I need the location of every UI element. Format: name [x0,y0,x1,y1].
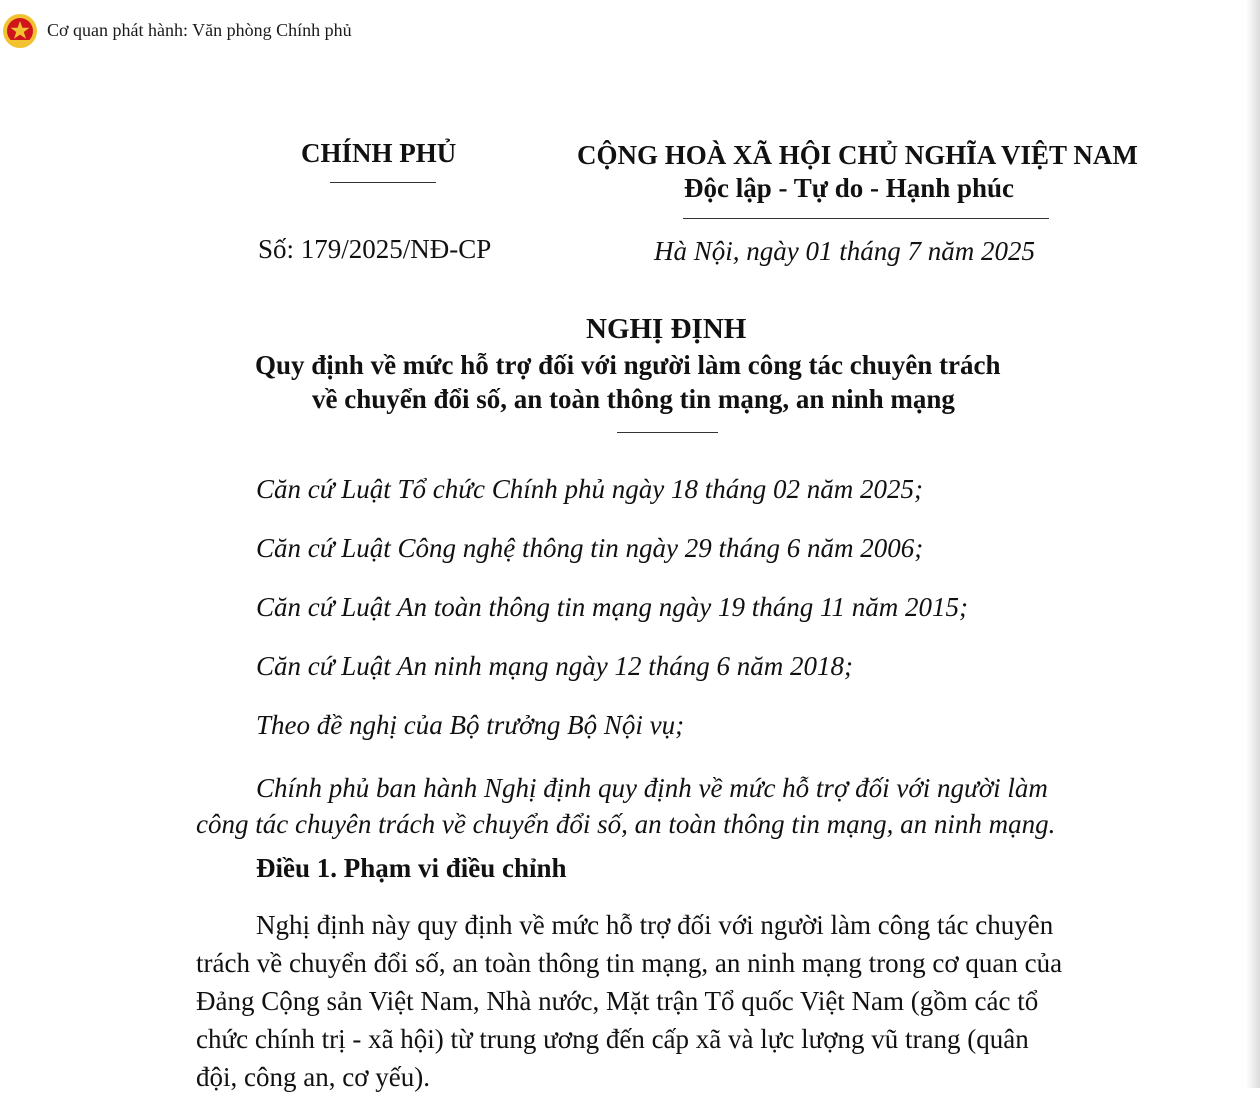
legal-basis-2: Căn cứ Luật Công nghệ thông tin ngày 29 tháng 6 năm 2006; [256,533,924,563]
issuing-agency-label: Cơ quan phát hành: Văn phòng Chính phủ [47,20,352,40]
article-1-line-5: đội, công an, cơ yếu). [196,1062,430,1092]
proposal-basis: Theo đề nghị của Bộ trưởng Bộ Nội vụ; [256,710,685,740]
article-1-line-4: chức chính trị - xã hội) từ trung ương đến cấp xã và lực lượng vũ trang (quân [196,1024,1029,1054]
decree-document [0,60,1246,1092]
enactment-line-2: công tác chuyên trách về chuyển đổi số, an toàn thông tin mạng, an ninh mạng. [196,809,1056,839]
legal-basis-3: Căn cứ Luật An toàn thông tin mạng ngày 19 tháng 11 năm 2015; [256,592,968,622]
subject-underline [617,432,718,433]
legal-basis-4: Căn cứ Luật An ninh mạng ngày 12 tháng 6 năm 2018; [256,651,853,681]
legal-basis-1: Căn cứ Luật Tổ chức Chính phủ ngày 18 tháng 02 năm 2025; [256,474,923,504]
article-1-line-1: Nghị định này quy định về mức hỗ trợ đối với người làm công tác chuyên [256,910,1054,940]
enactment-line-1: Chính phủ ban hành Nghị định quy định về mức hỗ trợ đối với người làm [256,773,1048,803]
document-type: NGHỊ ĐỊNH [586,313,747,345]
issuer-bar [0,0,1260,60]
issuer-underline [330,182,436,183]
motto-underline [683,218,1049,219]
issuer-name: CHÍNH PHỦ [301,138,457,168]
document-number: Số: 179/2025/NĐ-CP [258,234,492,264]
vietnam-national-emblem-icon [0,13,40,49]
article-1-line-3: Đảng Cộng sản Việt Nam, Nhà nước, Mặt trận Tổ quốc Việt Nam (gồm các tổ [196,986,1039,1016]
national-motto: Độc lập - Tự do - Hạnh phúc [684,173,1015,203]
nation-name: CỘNG HOÀ XÃ HỘI CHỦ NGHĨA VIỆT NAM [577,140,1138,170]
place-and-date: Hà Nội, ngày 01 tháng 7 năm 2025 [654,236,1035,266]
subject-line-1: Quy định về mức hỗ trợ đối với người làm công tác chuyên trách [255,350,1001,380]
article-1-line-2: trách về chuyển đổi số, an toàn thông tin mạng, an ninh mạng trong cơ quan của [196,948,1063,978]
subject-line-2: về chuyển đổi số, an toàn thông tin mạng, an ninh mạng [312,384,955,414]
page-edge-shadow [1246,0,1260,1088]
article-1-title: Điều 1. Phạm vi điều chỉnh [256,853,567,883]
